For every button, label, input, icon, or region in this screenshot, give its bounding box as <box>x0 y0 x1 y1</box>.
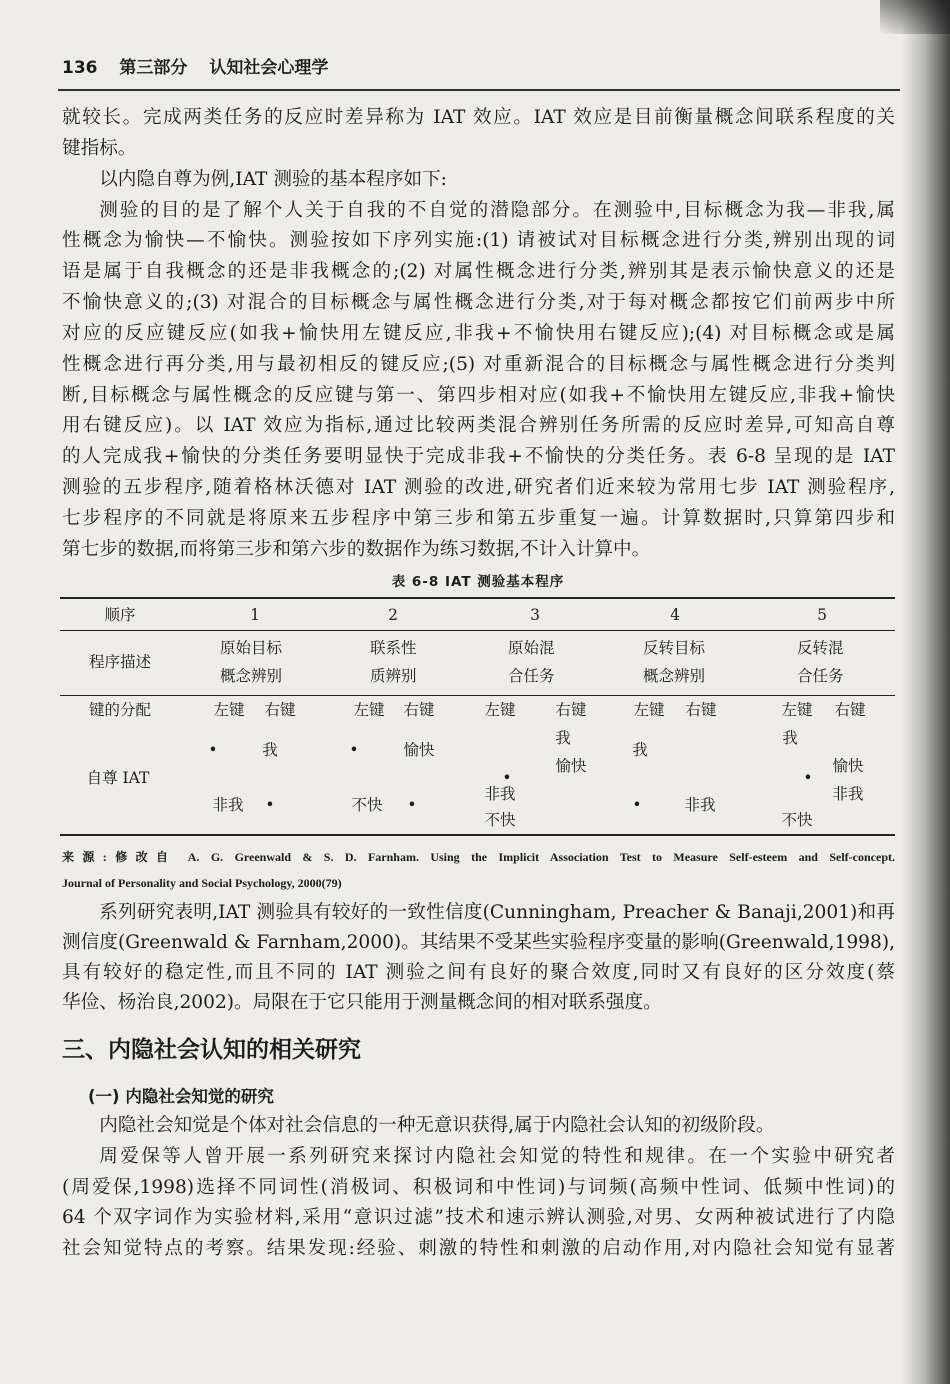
text-line: 用右键反应)。以 IAT 效应为指标,通过比较两类混合辨别任务所需的反应时差异,可知高自尊 <box>62 415 895 437</box>
stimulus-word: 不快 <box>351 796 383 814</box>
table-caption: 表 6-8 IAT 测验基本程序 <box>391 574 565 590</box>
key-dot: • <box>803 769 813 787</box>
step-description <box>643 634 705 690</box>
section-heading: 三、内隐社会认知的相关研究 <box>62 1037 361 1063</box>
stimulus-word: 愉快 <box>555 757 587 775</box>
text-line: 的人完成我+愉快的分类任务要明显快于完成非我+不愉快的分类任务。表 6-8 呈现的是 IAT <box>62 446 895 468</box>
text-line: 测验的五步程序,随着格林沃德对 IAT 测验的改进,研究者们近来较为常用七步 IAT 测验程序, <box>62 477 895 499</box>
step-number: 5 <box>817 606 827 624</box>
text-line: 对应的反应键反应(如我+愉快用左键反应,非我+不愉快用右键反应);(4) 对目标概念或是属 <box>62 322 895 344</box>
table-rule <box>60 630 895 631</box>
text-line: 就较长。完成两类任务的反应时差异称为 IAT 效应。IAT 效应是目前衡量概念间联系程度的关 <box>62 107 895 128</box>
source-line: Journal of Personality and Social Psychology, 2000(79) <box>62 876 342 890</box>
reliability-paragraph <box>62 898 895 1018</box>
stimulus-word: 不快 <box>484 811 516 829</box>
lower-text-block <box>62 1111 895 1265</box>
key-dot: • <box>208 741 218 759</box>
stimulus-word: 愉快 <box>403 741 435 759</box>
left-key-label: 左键 <box>353 701 385 719</box>
text-line: 测验的目的是了解个人关于自我的不自觉的潜隐部分。在测验中,目标概念为我—非我,属 <box>99 199 895 221</box>
text-line: 断,目标概念与属性概念的反应键与第一、第四步相对应(如我+不愉快用左键反应,非我+愉快 <box>62 384 895 406</box>
text-line: 具有较好的稳定性,而且不同的 IAT 测验之间有良好的聚合效度,同时又有良好的区分效度(蔡 <box>62 962 895 983</box>
stimulus-word: 我 <box>262 741 278 759</box>
part-label: 第三部分 <box>119 58 188 78</box>
upper-text-block <box>62 103 895 566</box>
step-number: 3 <box>530 606 540 624</box>
step-description <box>797 634 844 690</box>
stimulus-word: 不快 <box>781 811 813 829</box>
text-line: 测信度(Greenwald & Farnham,2000)。其结果不受某些实验程序变量的影响(Greenwald,1998), <box>62 932 895 953</box>
table-source-note <box>62 844 895 896</box>
source-line: 来源:修改自 A. G. Greenwald & S. D. Farnham. Using the Implicit Association Test to Measure Self-esteem and Self-concept. <box>62 850 895 864</box>
key-dot: • <box>265 796 275 814</box>
binding-shadow <box>902 0 950 1384</box>
stimulus-word: 非我 <box>212 796 244 814</box>
key-dot: • <box>632 796 642 814</box>
key-dot: • <box>349 741 359 759</box>
description-line: 合任务 <box>797 667 844 685</box>
step-number: 4 <box>670 606 680 624</box>
description-line: 合任务 <box>508 667 555 685</box>
step-description <box>508 634 555 690</box>
description-line: 反转混 <box>797 639 844 657</box>
description-line: 质辨别 <box>370 667 417 685</box>
row-label-self-esteem-iat: 自尊 IAT <box>86 769 150 787</box>
step-description <box>220 634 282 690</box>
text-line: (周爱保,1998)选择不同词性(消极词、积极词和中性词)与词频(高频中性词、低频中性词)的 <box>62 1176 895 1198</box>
step-description <box>370 634 417 690</box>
right-key-label: 右键 <box>685 701 717 719</box>
stimulus-word: 非我 <box>832 785 864 803</box>
stimulus-word: 愉快 <box>832 757 864 775</box>
text-line: 系列研究表明,IAT 测验具有较好的一致性信度(Cunningham, Preacher & Banaji,2001)和再 <box>99 902 895 923</box>
text-line: 性概念为愉快—不愉快。测验按如下序列实施:(1) 请被试对目标概念进行分类,辨别出现的词 <box>62 230 895 252</box>
stimulus-word: 我 <box>555 729 571 747</box>
step-number: 1 <box>250 606 260 624</box>
stimulus-word: 我 <box>632 741 648 759</box>
table-rule <box>60 695 895 696</box>
left-key-label: 左键 <box>213 701 245 719</box>
text-line: 性概念进行再分类,用与最初相反的键反应;(5) 对重新混合的目标概念与属性概念进行分类判 <box>62 353 895 375</box>
text-line: 内隐社会知觉是个体对社会信息的一种无意识获得,属于内隐社会认知的初级阶段。 <box>99 1115 775 1136</box>
left-key-label: 左键 <box>633 701 665 719</box>
example-intro-paragraph <box>62 165 895 196</box>
key-dot: • <box>407 796 417 814</box>
text-line: 键指标。 <box>62 137 137 159</box>
right-key-label: 右键 <box>555 701 587 719</box>
table-bottom-rule <box>60 834 895 836</box>
row-label-key-assignment: 键的分配 <box>88 701 152 719</box>
page-number: 136 <box>62 58 98 78</box>
part-title: 认知社会心理学 <box>209 58 329 78</box>
step-number: 2 <box>388 606 398 624</box>
table-top-rule <box>60 597 895 599</box>
description-line: 概念辨别 <box>643 667 706 685</box>
left-key-label: 左键 <box>484 701 516 719</box>
text-line: 以内隐自尊为例,IAT 测验的基本程序如下: <box>99 168 447 190</box>
text-line: 不愉快意义的;(3) 对混合的目标概念与属性概念进行分类,对于每对概念都按它们前两步中所 <box>62 292 895 314</box>
text-line: 七步程序的不同就是将原来五步程序中第三步和第五步重复一遍。计算数据时,只算第四步和 <box>62 507 895 529</box>
right-key-label: 右键 <box>264 701 296 719</box>
row-label-description: 程序描述 <box>88 653 152 671</box>
intro-paragraph <box>62 103 895 165</box>
text-line: 语是属于自我概念的还是非我概念的;(2) 对属性概念进行分类,辨别其是表示愉快意义的还是 <box>62 261 895 283</box>
description-line: 联系性 <box>370 639 417 657</box>
stimulus-word: 非我 <box>484 785 516 803</box>
row-label-order: 顺序 <box>104 606 136 624</box>
text-line: 社会知觉特点的考察。结果发现:经验、刺激的特性和刺激的启动作用,对内隐社会知觉有显著 <box>62 1238 895 1260</box>
stimulus-word: 非我 <box>684 796 716 814</box>
text-line: 第七步的数据,而将第三步和第六步的数据作为练习数据,不计入计算中。 <box>62 538 651 560</box>
right-key-label: 右键 <box>834 701 866 719</box>
description-line: 反转目标 <box>643 639 706 657</box>
key-dot: • <box>502 769 512 787</box>
description-line: 原始混 <box>508 639 555 657</box>
description-line: 原始目标 <box>220 639 283 657</box>
right-key-label: 右键 <box>403 701 435 719</box>
scan-corner-shadow <box>880 0 950 34</box>
stimulus-word: 我 <box>782 729 798 747</box>
text-line: 周爱保等人曾开展一系列研究来探讨内隐社会知觉的特性和规律。在一个实验中研究者 <box>99 1145 895 1167</box>
procedure-paragraph <box>62 196 895 566</box>
subsection-heading: (一) 内隐社会知觉的研究 <box>88 1087 274 1106</box>
text-line: 华俭、杨治良,2002)。局限在于它只能用于测量概念间的相对联系强度。 <box>62 992 662 1013</box>
description-line: 概念辨别 <box>220 667 283 685</box>
running-header <box>62 56 328 80</box>
header-rule <box>58 89 900 91</box>
left-key-label: 左键 <box>781 701 813 719</box>
text-line: 64 个双字词作为实验材料,采用“意识过滤”技术和速示辨认测验,对男、女两种被试进行了内隐 <box>62 1207 895 1229</box>
